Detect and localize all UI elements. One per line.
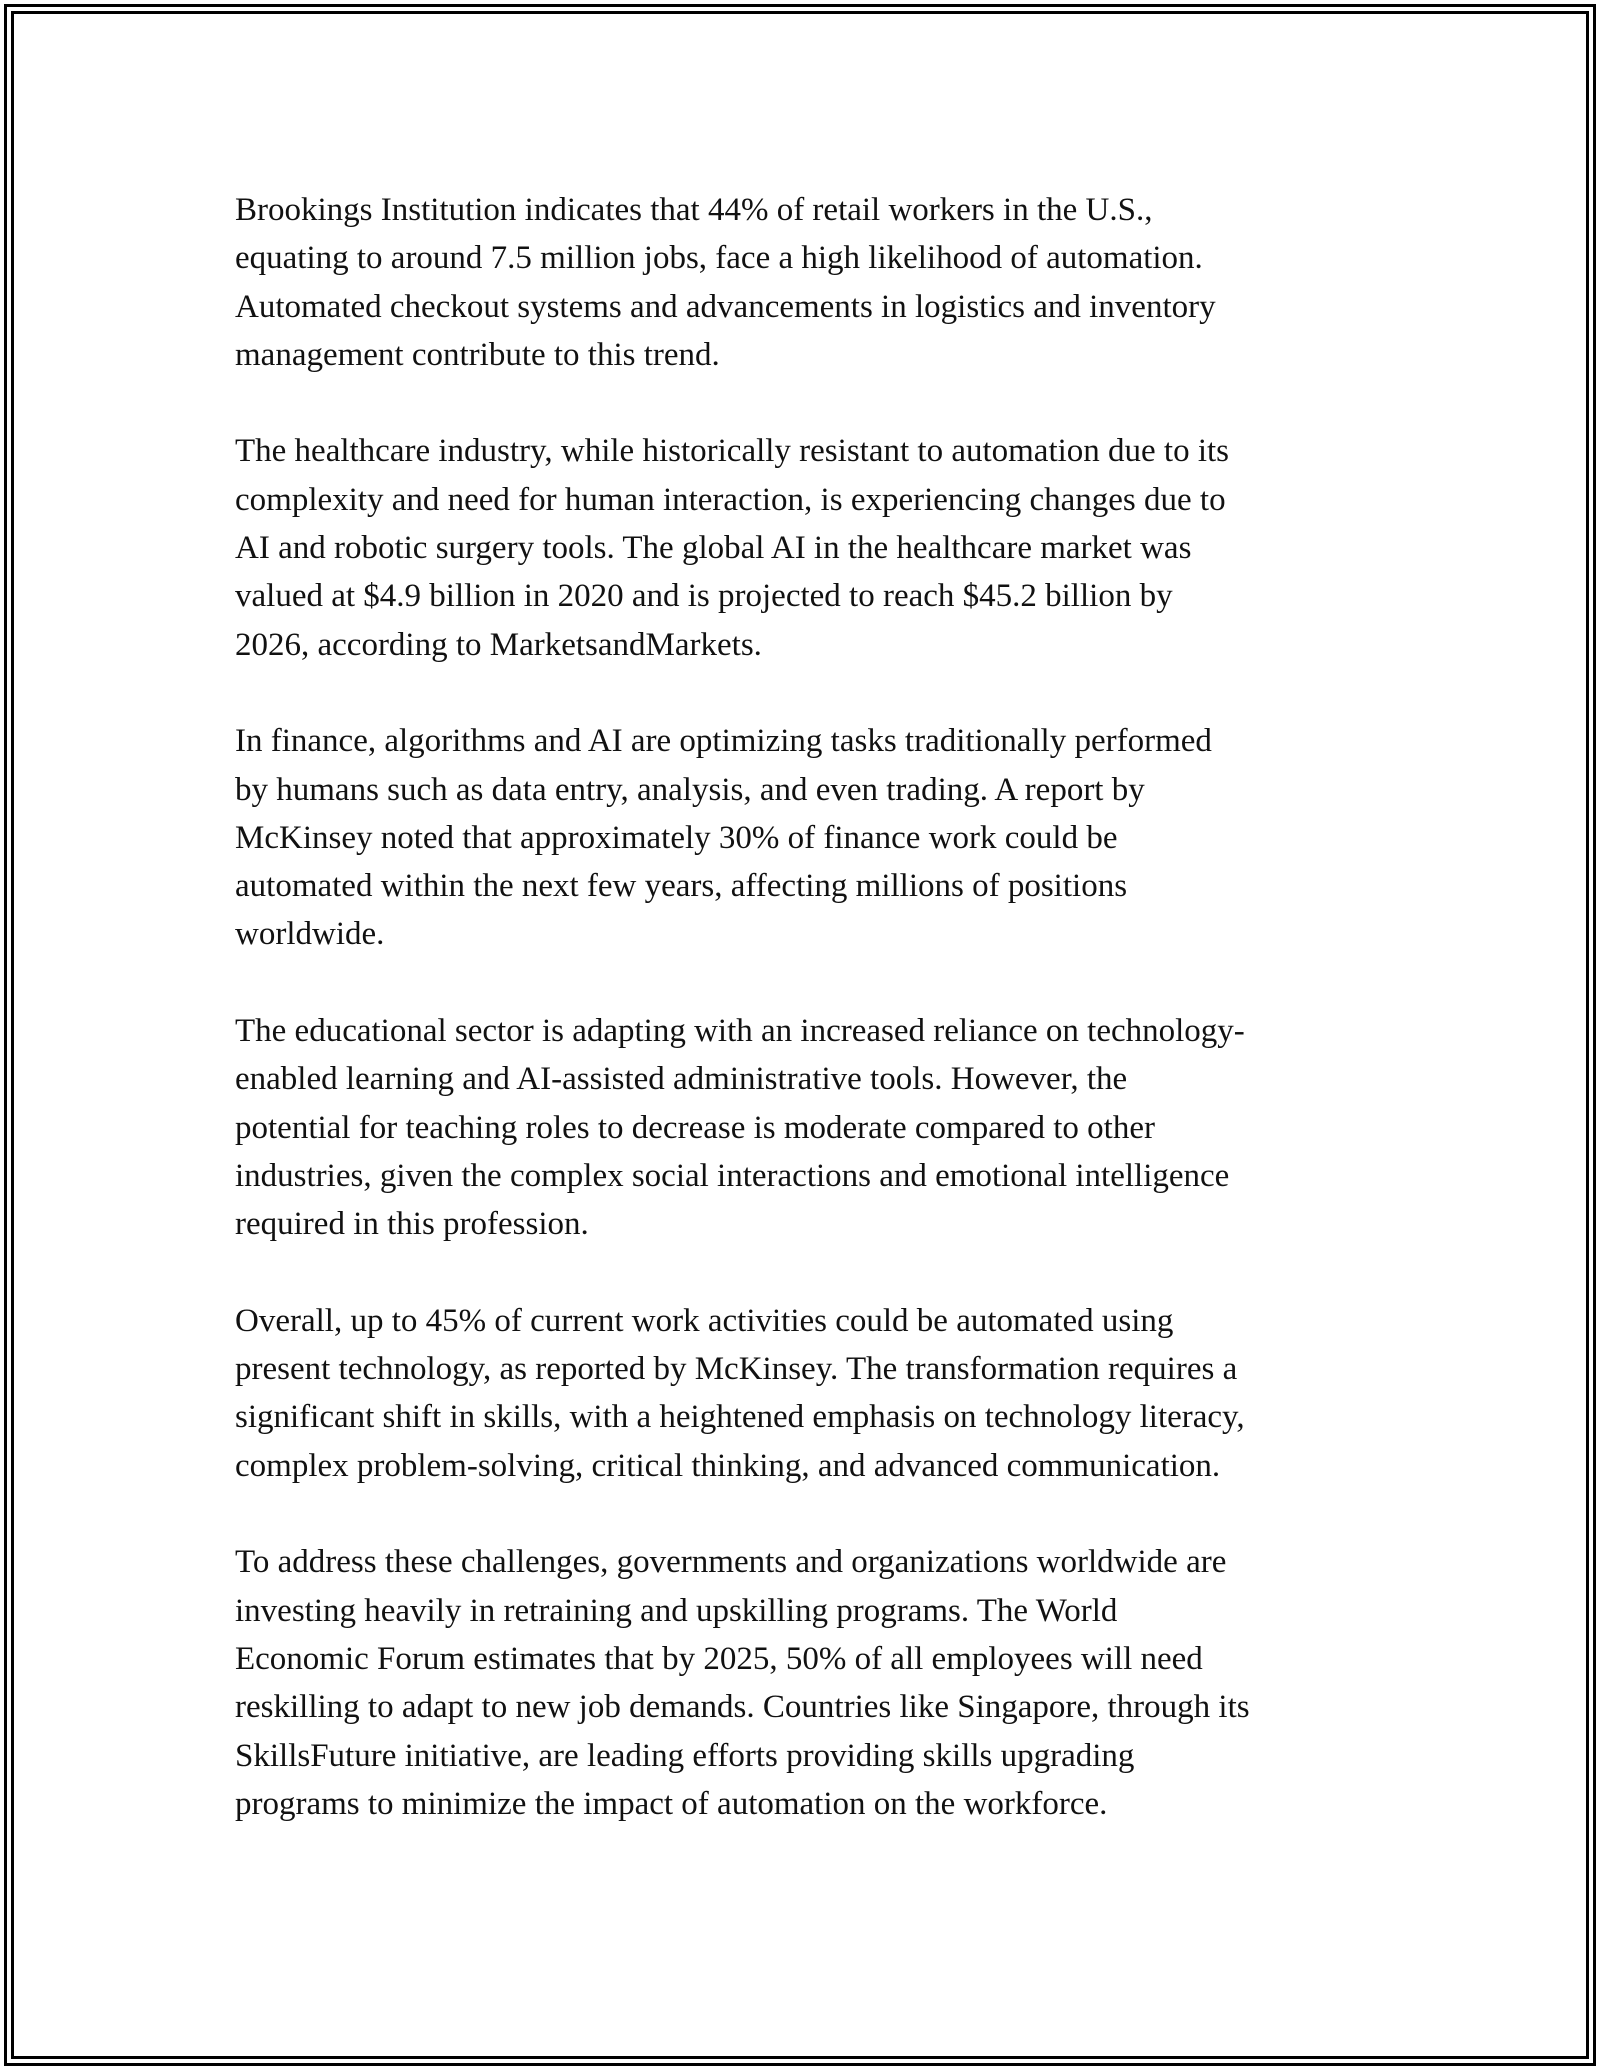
text-line: Economic Forum estimates that by 2025, 50% of all employees will need [235,1640,1203,1677]
text-line: reskilling to adapt to new job demands. Countries like Singapore, through its [235,1689,1250,1726]
text-line: Automated checkout systems and advancements in logistics and inventory [235,288,1216,325]
text-line: by humans such as data entry, analysis, and even trading. A report by [235,771,1145,808]
text-line: enabled learning and AI-assisted administrative tools. However, the [235,1061,1128,1098]
text-line: The educational sector is adapting with an increased reliance on technology- [235,1013,1245,1050]
paragraph-retail [235,186,1375,379]
text-line: In finance, algorithms and AI are optimizing tasks traditionally performed [235,723,1212,760]
text-line: worldwide. [235,916,385,953]
text-line: Brookings Institution indicates that 44% of retail workers in the U.S., [235,192,1153,228]
text-line: investing heavily in retraining and upskilling programs. The World [235,1592,1118,1629]
text-line: valued at $4.9 billion in 2020 and is projected to reach $45.2 billion by [235,578,1173,615]
text-line: potential for teaching roles to decrease is moderate compared to other [235,1109,1155,1146]
paragraph-education [235,1007,1375,1248]
text-line: To address these challenges, governments and organizations worldwide are [235,1544,1227,1581]
text-line: equating to around 7.5 million jobs, face a high likelihood of automation. [235,240,1203,277]
paragraph-finance [235,717,1375,958]
document-body [235,186,1375,1876]
text-line: complex problem-solving, critical thinking, and advanced communication. [235,1447,1221,1484]
text-line: industries, given the complex social interactions and emotional intelligence [235,1157,1230,1194]
text-line: AI and robotic surgery tools. The global AI in the healthcare market was [235,530,1192,567]
text-line: automated within the next few years, affecting millions of positions [235,868,1128,905]
text-line: programs to minimize the impact of automation on the workforce. [235,1785,1108,1822]
paragraph-reskilling [235,1538,1375,1828]
text-line: The healthcare industry, while historically resistant to automation due to its [235,433,1230,470]
text-line: Overall, up to 45% of current work activities could be automated using [235,1302,1174,1339]
text-line: present technology, as reported by McKinsey. The transformation requires a [235,1351,1238,1388]
text-line: SkillsFuture initiative, are leading efforts providing skills upgrading [235,1737,1135,1774]
text-line: McKinsey noted that approximately 30% of finance work could be [235,819,1118,856]
text-line: complexity and need for human interaction, is experiencing changes due to [235,481,1226,518]
text-line: required in this profession. [235,1206,589,1243]
text-line: 2026, according to MarketsandMarkets. [235,626,762,663]
text-line: significant shift in skills, with a heightened emphasis on technology literacy, [235,1399,1245,1436]
text-line: management contribute to this trend. [235,336,720,373]
paragraph-healthcare [235,427,1375,668]
paragraph-overall [235,1297,1375,1490]
